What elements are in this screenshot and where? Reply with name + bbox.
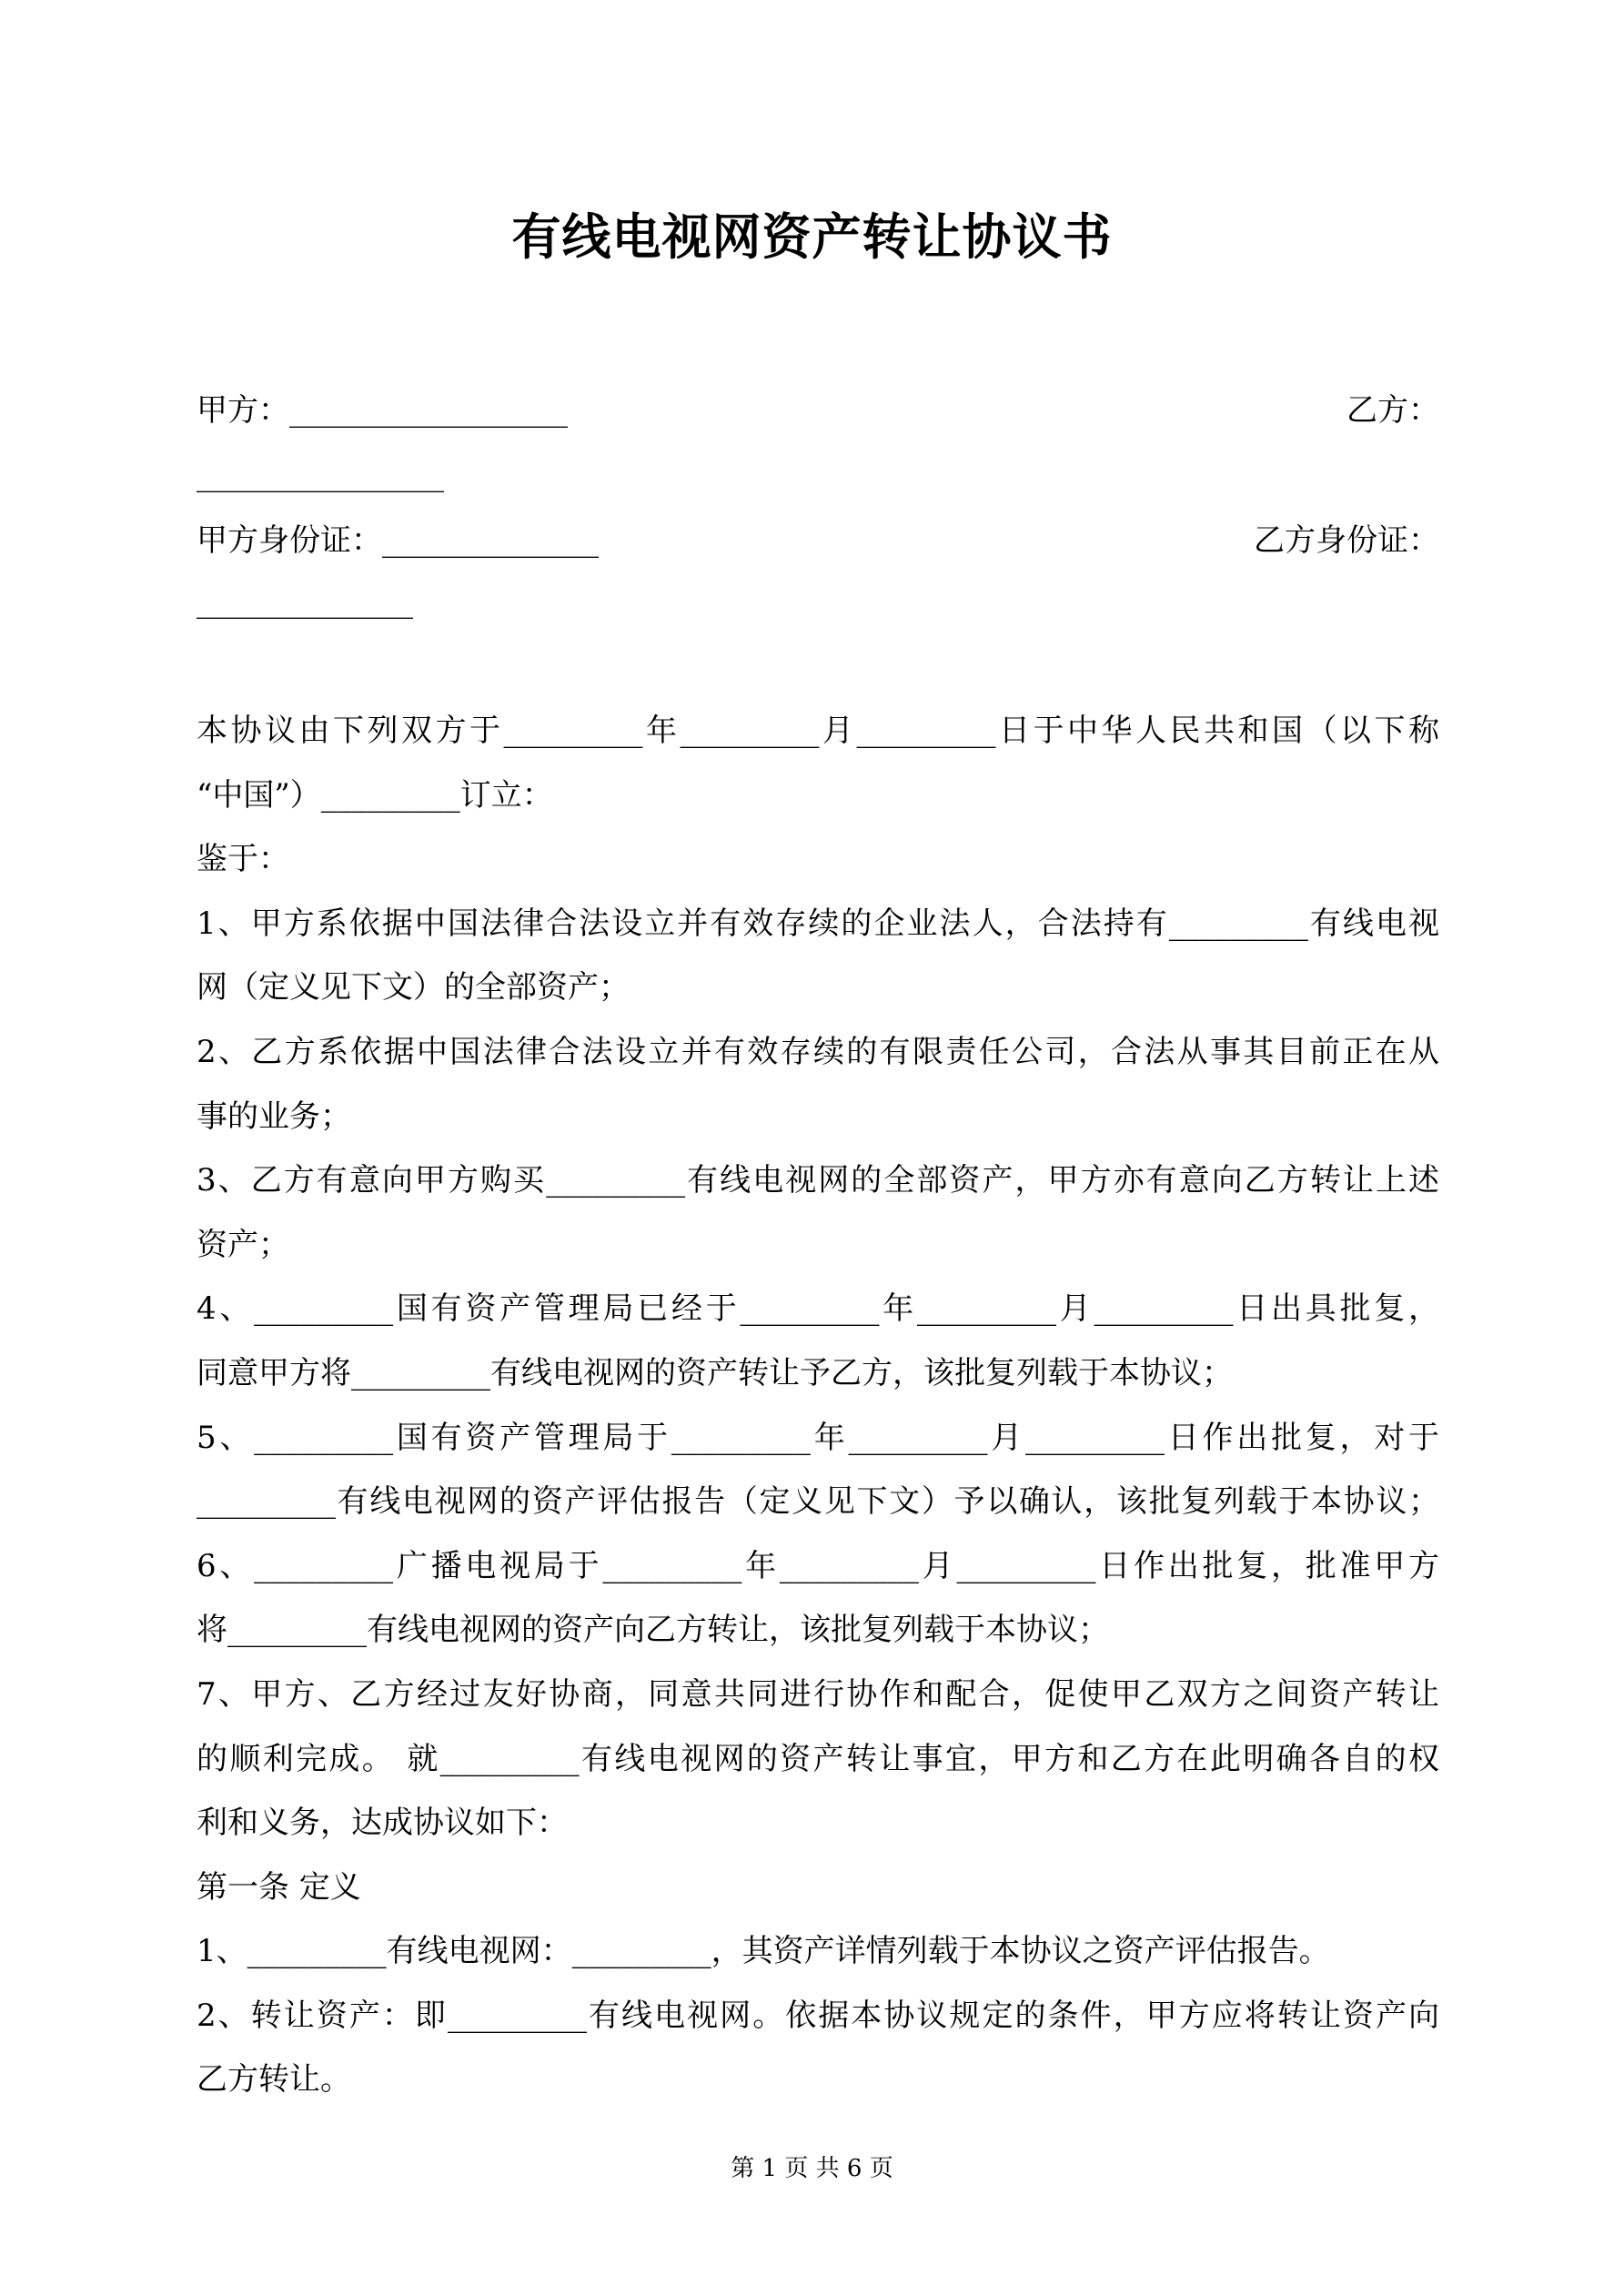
body-line: 4、_________国有资产管理局已经于_________年_________月_________日出具批复， [197,1290,1439,1328]
body-line: 同意甲方将_________有线电视网的资产转让予乙方，该批复列载于本协议； [197,1354,1233,1391]
body-line: “中国”）_________订立： [197,776,553,814]
body-line: 利和义务，达成协议如下： [197,1805,568,1842]
body-line: 5、_________国有资产管理局于_________年_________月_________日作出批复，对于 [197,1419,1439,1456]
party-a-field: 甲方：__________________ [197,392,568,429]
body-line: 网（定义见下文）的全部资产； [197,969,630,1006]
body-line: 本协议由下列双方于_________年_________月_________日于中华人民共和国（以下称 [197,713,1439,749]
party-a-id-field: 甲方身份证：______________ [197,522,599,559]
body-line: _________有线电视网的资产评估报告（定义见下文）予以确认，该批复列载于本协议； [197,1483,1439,1521]
party-a-id-row [197,522,1439,559]
body-line: 6、_________广播电视局于_________年_________月_________日作出批复，批准甲方 [197,1547,1439,1584]
page-footer: 第 1 页 共 6 页 [731,2155,893,2182]
body-line: 资产； [197,1226,289,1263]
party-b-blank: ________________ [197,457,444,493]
body-line: 第一条 定义 [197,1868,361,1906]
party-a-row [197,392,1439,429]
party-b-label: 乙方： [1347,392,1439,429]
body-line: 的顺利完成。 就_________有线电视网的资产转让事宜，甲方和乙方在此明确各自的权 [197,1740,1439,1777]
body-line: 2、转让资产：即_________有线电视网。依据本协议规定的条件，甲方应将转让资产向 [197,1997,1439,2034]
body-line: 3、乙方有意向甲方购买_________有线电视网的全部资产，甲方亦有意向乙方转让上述 [197,1162,1439,1199]
body-line: 2、乙方系依据中国法律合法设立并有效存续的有限责任公司，合法从事其目前正在从 [197,1033,1439,1070]
party-b-id-blank: ______________ [197,583,413,620]
document-title: 有线电视网资产转让协议书 [511,207,1113,266]
body-line: 鉴于： [197,841,289,878]
body-line: 1、_________有线电视网：_________，其资产详情列载于本协议之资产评估报告。 [197,1933,1330,1970]
body-line: 将_________有线电视网的资产向乙方转让，该批复列载于本协议； [197,1612,1109,1649]
body-line: 7、甲方、乙方经过友好协商，同意共同进行协作和配合，促使甲乙双方之间资产转让 [197,1675,1439,1713]
agreement-body [197,699,1439,2112]
body-line: 1、甲方系依据中国法律合法设立并有效存续的企业法人，合法持有_________有线电视 [197,905,1439,942]
body-line: 乙方转让。 [197,2061,351,2099]
party-b-id-label: 乙方身份证： [1254,522,1439,559]
body-line: 事的业务； [197,1097,351,1135]
